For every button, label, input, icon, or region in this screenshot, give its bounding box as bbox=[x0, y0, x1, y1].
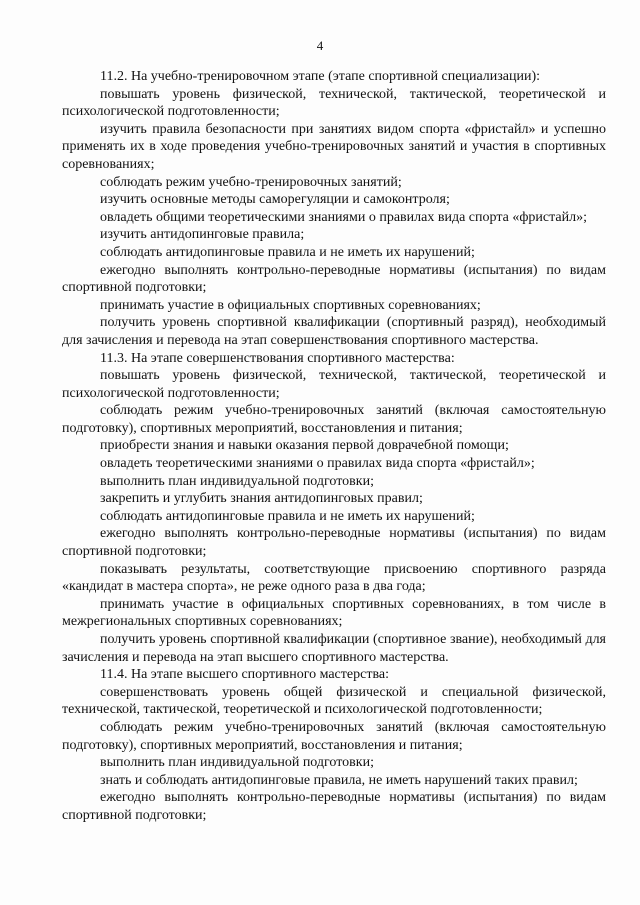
list-item: соблюдать режим учебно-тренировочных занятий (включая самостоятельную подготовку), спортивных мероприятий, восстановления и питания; bbox=[62, 719, 606, 753]
list-item: соблюдать режим учебно-тренировочных занятий (включая самостоятельную подготовку), спортивных мероприятий, восстановления и питания; bbox=[62, 403, 606, 436]
list-item: соблюдать антидопинговые правила и не иметь их нарушений; bbox=[100, 244, 475, 260]
list-item: знать и соблюдать антидопинговые правила, не иметь нарушений таких правил; bbox=[100, 772, 578, 788]
list-item: соблюдать режим учебно-тренировочных занятий; bbox=[100, 174, 402, 190]
list-item: овладеть общими теоретическими знаниями о правилах вида спорта «фристайл»; bbox=[100, 209, 587, 225]
page-number: 4 bbox=[316, 38, 324, 53]
section-heading-11-3: 11.3. На этапе совершенствования спортивного мастерства: bbox=[100, 350, 455, 366]
document-body bbox=[62, 68, 606, 825]
section-heading-11-4: 11.4. На этапе высшего спортивного мастерства: bbox=[100, 667, 389, 683]
list-item: получить уровень спортивной квалификации (спортивное звание), необходимый для зачисления и перевода на этап высшего спортивного мастерства. bbox=[62, 632, 606, 665]
list-item: выполнить план индивидуальной подготовки; bbox=[100, 755, 374, 771]
list-item: приобрести знания и навыки оказания первой доврачебной помощи; bbox=[100, 438, 509, 454]
list-item: овладеть теоретическими знаниями о правилах вида спорта «фристайл»; bbox=[100, 456, 535, 472]
list-item: ежегодно выполнять контрольно-переводные нормативы (испытания) по видам спортивной подготовки; bbox=[62, 526, 606, 560]
list-item: изучить правила безопасности при занятиях видом спорта «фристайл» и успешно применять их в ходе проведения учебно-тренировочных занятий и участия в спортивных соревнованиях; bbox=[62, 121, 606, 172]
list-item: повышать уровень физической, технической, тактической, теоретической и психологической подготовленности; bbox=[62, 368, 606, 401]
list-item: совершенствовать уровень общей физической и специальной физической, технической, тактической, теоретической и психологической подготовленности; bbox=[62, 684, 606, 718]
list-item: показывать результаты, соответствующие присвоению спортивного разряда «кандидат в мастера спорта», не реже одного раза в два года; bbox=[62, 561, 606, 595]
list-item: ежегодно выполнять контрольно-переводные нормативы (испытания) по видам спортивной подготовки; bbox=[62, 262, 606, 296]
section-heading-11-2: 11.2. На учебно-тренировочном этапе (этапе спортивной специализации): bbox=[100, 69, 541, 84]
list-item: закрепить и углубить знания антидопинговых правил; bbox=[100, 491, 423, 507]
list-item: изучить основные методы саморегуляции и самоконтроля; bbox=[100, 192, 450, 208]
list-item: соблюдать антидопинговые правила и не иметь их нарушений; bbox=[100, 508, 475, 524]
list-item: получить уровень спортивной квалификации (спортивный разряд), необходимый для зачисления и перевода на этап совершенствования спортивного мастерства. bbox=[62, 315, 606, 348]
list-item: изучить антидопинговые правила; bbox=[100, 227, 305, 243]
list-item: принимать участие в официальных спортивных соревнованиях, в том числе в межрегиональных спортивных соревнованиях; bbox=[62, 596, 606, 630]
list-item: выполнить план индивидуальной подготовки; bbox=[100, 473, 374, 489]
list-item: ежегодно выполнять контрольно-переводные нормативы (испытания) по видам спортивной подготовки; bbox=[62, 790, 606, 823]
list-item: повышать уровень физической, технической, тактической, теоретической и психологической подготовленности; bbox=[62, 86, 606, 120]
list-item: принимать участие в официальных спортивных соревнованиях; bbox=[100, 297, 481, 313]
